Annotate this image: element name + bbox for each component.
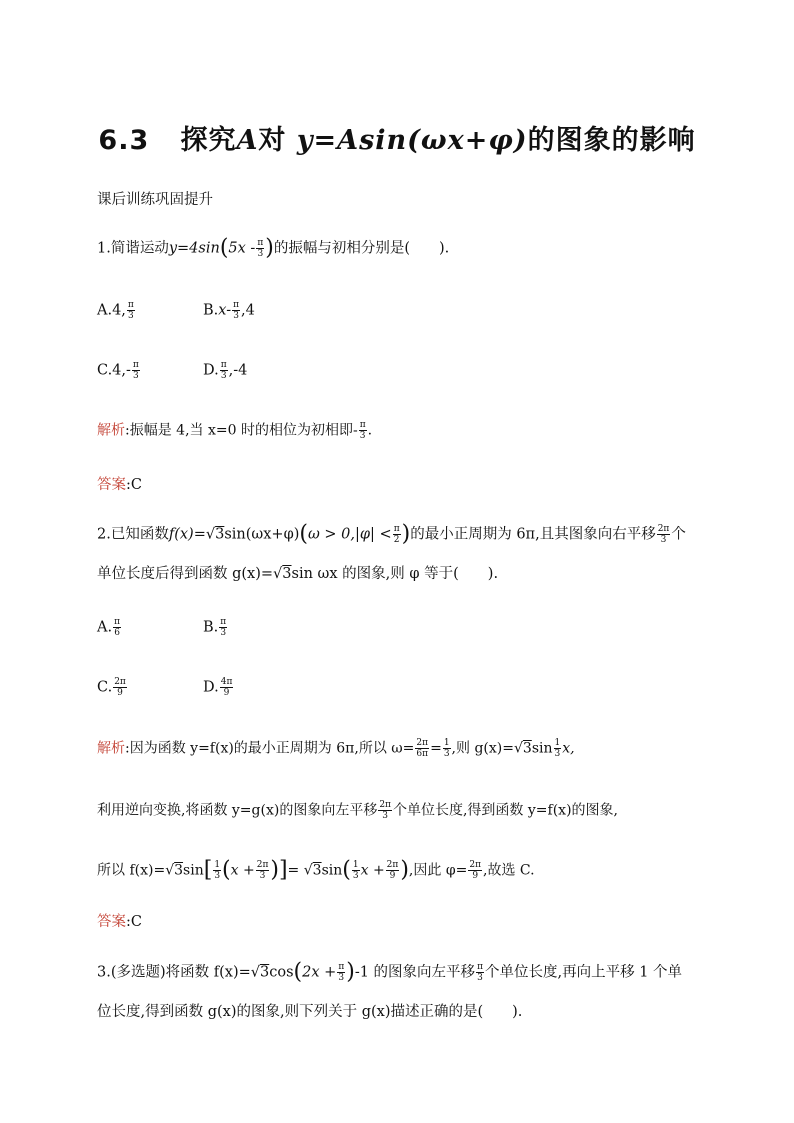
question-3-line-2: 位长度,得到函数 g(x)的图象,则下列关于 g(x)描述正确的是( ). [97,1004,523,1020]
option-b[interactable]: B. $\frac{\pi}{3}$ [203,617,227,638]
option-c[interactable]: C.4,- $\frac{\pi}{3}$ [97,360,139,381]
explanation-2-line-2: 利用逆向变换,将函数 y=g(x)的图象向左平移 $\frac{2\pi}{3}$ 个单位长度,得到函数 y=f(x)的图象, [97,800,618,821]
option-c[interactable]: C. $\frac{2\pi}{9}$ [97,677,126,698]
answer-1: 答案:C [97,477,142,493]
explanation-1: 解析:振幅是 4,当 x=0 时的相位为初相即- $\frac{\pi}{3}$ . [97,420,373,441]
option-d[interactable]: D. $\frac{4\pi}{9}$ [203,677,233,698]
page-title: 6.3 探究A对 y=Asin(ωx+φ)的图象的影响 [98,125,696,156]
fraction: $\frac{\pi}{3}$ [257,238,264,259]
section-heading: 课后训练巩固提升 [97,192,213,208]
question-3: 3.(多选题)将函数 f(x)=√3cos(2x + $\frac{\pi}{3}$ )-1 的图象向左平移 $\frac{\pi}{3}$ 个单位长度,再向上平移 1 个单 [97,959,683,985]
option-a[interactable]: A. $\frac{\pi}{6}$ [97,617,121,638]
explanation-2-line-3: 所以 f(x)=√3sin[ $\frac{1}{3}$ (x + $\frac{2\pi}{3}$ )]= √3sin( $\frac{1}{3}$ x + $\frac{2\pi}{9}$ ),因此 φ= $\frac{2\pi}{9}$ ,故选 C. [97,857,535,883]
question-2: 2.已知函数f(x)=√3sin(ωx+φ)(ω > 0,|φ| < $\frac{\pi}{2}$ )的最小正周期为 6π,且其图象向右平移 $\frac{2\pi}{3}$ 个 [97,521,686,547]
explanation-2: 解析:因为函数 y=f(x)的最小正周期为 6π,所以 ω= $\frac{2\pi}{6\pi}$ = $\frac{1}{3}$ ,则 g(x)=√3sin $\frac{1}{3}$ x, [97,738,575,759]
question-2-line-2: 单位长度后得到函数 g(x)=√3sin ωx 的图象,则 φ 等于( ). [97,566,499,582]
option-a[interactable]: A.4, $\frac{\pi}{3}$ [97,300,134,321]
option-d[interactable]: D. $\frac{\pi}{3}$ ,-4 [203,360,248,381]
option-b[interactable]: B.x- $\frac{\pi}{3}$ ,4 [203,300,255,321]
question-1: 1.简谐运动y=4sin(5x - $\frac{\pi}{3}$ )的振幅与初相分别是( ). [97,235,450,261]
answer-2: 答案:C [97,914,142,930]
